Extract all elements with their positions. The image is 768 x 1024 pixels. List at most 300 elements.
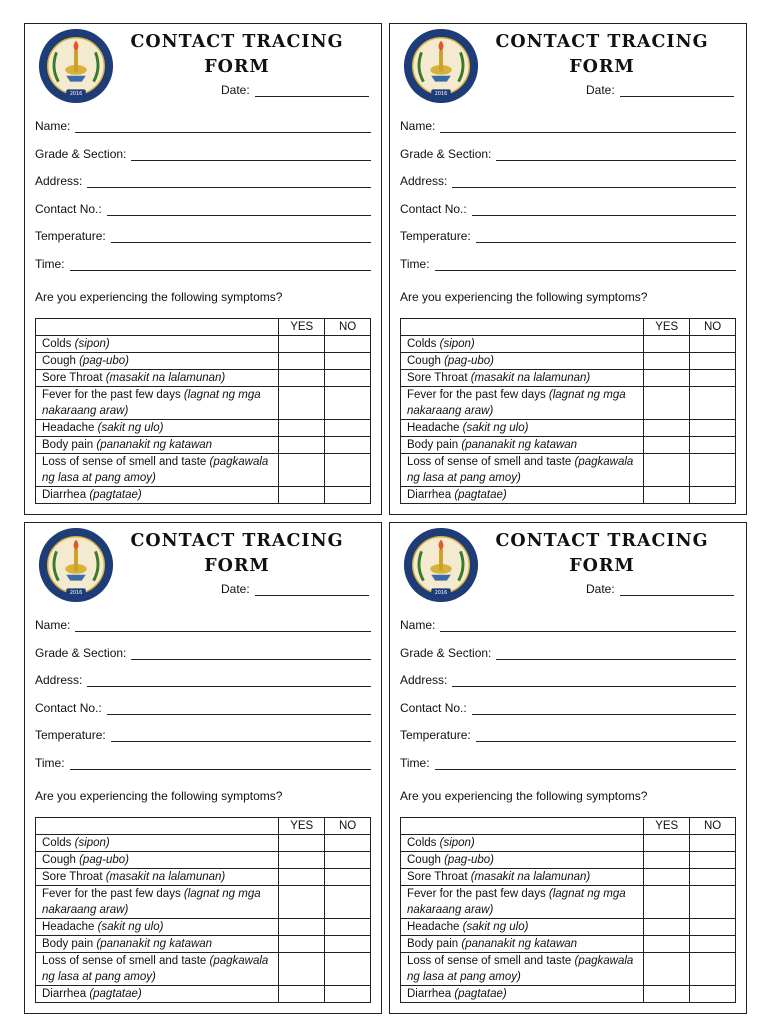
yes-checkbox-cell[interactable] (279, 835, 325, 852)
field-label: Time: (35, 756, 65, 770)
no-checkbox-cell[interactable] (690, 420, 736, 437)
date-input-line[interactable] (620, 86, 734, 97)
symptom-label (401, 353, 644, 370)
symptom-tagalog: (pag-ubo) (444, 355, 494, 367)
symptom-tagalog: (pananakit ng katawan (461, 938, 578, 950)
svg-text:2016: 2016 (69, 91, 83, 98)
no-checkbox-cell[interactable] (690, 835, 736, 852)
form-title: CONTACT TRACING FORM (495, 32, 709, 77)
date-label: Date: (221, 582, 250, 596)
no-header: NO (690, 319, 736, 336)
field-row[interactable] (400, 726, 736, 742)
field-input-line[interactable] (452, 177, 736, 188)
symptoms-table (400, 817, 736, 1003)
no-checkbox-cell[interactable] (325, 986, 371, 1003)
symptom-tagalog: (sakit ng ulo) (462, 422, 529, 434)
field-row[interactable] (35, 145, 371, 161)
field-label: Address: (400, 174, 448, 188)
yes-checkbox-cell[interactable] (644, 437, 690, 454)
no-checkbox-cell[interactable] (325, 370, 371, 387)
no-checkbox-cell[interactable] (325, 835, 371, 852)
symptoms-question: Are you experiencing the following symptoms? (400, 789, 648, 803)
field-label: Temperature: (400, 728, 471, 742)
yes-checkbox-cell[interactable] (644, 487, 690, 504)
symptom-row (36, 886, 371, 919)
yes-header: YES (644, 818, 690, 835)
symptom-tagalog: (pagtatae) (89, 489, 142, 501)
no-checkbox-cell[interactable] (325, 936, 371, 953)
symptom-english: Diarrhea (42, 988, 90, 1000)
symptom-row (36, 336, 371, 353)
symptom-label (401, 420, 644, 437)
symptom-english: Sore Throat (407, 372, 471, 384)
symptom-english: Sore Throat (42, 871, 106, 883)
school-seal-logo (402, 526, 480, 604)
symptom-tagalog: (pag-ubo) (79, 854, 129, 866)
symptom-tagalog: (pananakit ng katawan (96, 938, 213, 950)
date-label: Date: (221, 83, 250, 97)
field-row[interactable] (400, 200, 736, 216)
symptom-tagalog: (lagnat ng mga nakaraang araw) (42, 389, 261, 417)
field-row[interactable] (35, 726, 371, 742)
symptom-english: Body pain (42, 938, 97, 950)
symptom-label (401, 835, 644, 852)
symptom-label (401, 370, 644, 387)
no-header: NO (325, 319, 371, 336)
date-label: Date: (586, 83, 615, 97)
symptom-english: Loss of sense of smell and taste (407, 955, 575, 967)
symptom-english: Headache (42, 921, 98, 933)
field-input-line[interactable] (131, 150, 371, 161)
symptom-row (36, 953, 371, 986)
yes-checkbox-cell[interactable] (644, 336, 690, 353)
symptoms-question: Are you experiencing the following symptoms? (35, 290, 283, 304)
yes-checkbox-cell[interactable] (644, 919, 690, 936)
yes-checkbox-cell[interactable] (279, 986, 325, 1003)
yes-checkbox-cell[interactable] (644, 353, 690, 370)
symptom-english: Diarrhea (407, 988, 455, 1000)
symptom-label (36, 852, 279, 869)
symptom-tagalog: (pagkawala ng lasa at pang amoy) (407, 456, 634, 484)
yes-checkbox-cell[interactable] (644, 387, 690, 420)
yes-checkbox-cell[interactable] (279, 953, 325, 986)
yes-checkbox-cell[interactable] (644, 852, 690, 869)
symptom-row (36, 370, 371, 387)
symptom-label (36, 886, 279, 919)
no-checkbox-cell[interactable] (325, 454, 371, 487)
symptom-tagalog: (sakit ng ulo) (97, 422, 164, 434)
symptom-english: Sore Throat (407, 871, 471, 883)
field-row[interactable] (400, 616, 736, 632)
no-header: NO (325, 818, 371, 835)
symptom-row (401, 336, 736, 353)
field-label: Contact No.: (400, 202, 467, 216)
form-bottom-left (24, 522, 382, 1014)
no-checkbox-cell[interactable] (690, 454, 736, 487)
yes-checkbox-cell[interactable] (644, 869, 690, 886)
yes-header: YES (644, 319, 690, 336)
symptom-row (36, 936, 371, 953)
field-input-line[interactable] (87, 676, 371, 687)
field-label: Temperature: (35, 229, 106, 243)
symptom-tagalog: (sakit ng ulo) (97, 921, 164, 933)
symptom-tagalog: (lagnat ng mga nakaraang araw) (407, 389, 626, 417)
symptom-english: Fever for the past few days (42, 888, 184, 900)
field-input-line[interactable] (496, 150, 736, 161)
symptom-label (36, 387, 279, 420)
symptom-tagalog: (pagkawala ng lasa at pang amoy) (42, 955, 269, 983)
symptom-tagalog: (pag-ubo) (444, 854, 494, 866)
field-row[interactable] (400, 671, 736, 687)
symptom-tagalog: (pagtatae) (89, 988, 142, 1000)
field-input-line[interactable] (70, 260, 371, 271)
no-checkbox-cell[interactable] (325, 420, 371, 437)
yes-checkbox-cell[interactable] (644, 370, 690, 387)
symptom-row (401, 852, 736, 869)
field-row[interactable] (400, 227, 736, 243)
no-checkbox-cell[interactable] (690, 886, 736, 919)
field-input-line[interactable] (452, 676, 736, 687)
field-input-line[interactable] (476, 731, 736, 742)
field-label: Grade & Section: (400, 147, 492, 161)
symptom-english: Loss of sense of smell and taste (42, 955, 210, 967)
field-row[interactable] (35, 699, 371, 715)
symptom-label (401, 454, 644, 487)
symptom-english: Body pain (407, 938, 462, 950)
symptom-tagalog: (sipon) (439, 837, 475, 849)
symptom-tagalog: (pagkawala ng lasa at pang amoy) (42, 456, 269, 484)
field-input-line[interactable] (107, 704, 371, 715)
symptom-tagalog: (pagkawala ng lasa at pang amoy) (407, 955, 634, 983)
no-checkbox-cell[interactable] (325, 336, 371, 353)
symptoms-table (35, 817, 371, 1003)
no-checkbox-cell[interactable] (690, 919, 736, 936)
symptom-row (401, 420, 736, 437)
field-row[interactable] (35, 644, 371, 660)
symptom-english: Colds (407, 837, 440, 849)
field-row[interactable] (400, 644, 736, 660)
no-checkbox-cell[interactable] (690, 953, 736, 986)
symptom-label (401, 869, 644, 886)
yes-checkbox-cell[interactable] (279, 387, 325, 420)
symptom-label (401, 936, 644, 953)
symptom-tagalog: (pananakit ng katawan (96, 439, 213, 451)
date-input-line[interactable] (255, 86, 369, 97)
symptom-tagalog: (masakit na lalamunan) (105, 871, 226, 883)
symptom-english: Diarrhea (407, 489, 455, 501)
no-checkbox-cell[interactable] (690, 852, 736, 869)
date-input-line[interactable] (620, 585, 734, 596)
symptoms-question: Are you experiencing the following symptoms? (35, 789, 283, 803)
field-label: Contact No.: (35, 701, 102, 715)
symptom-english: Body pain (407, 439, 462, 451)
symptom-tagalog: (sipon) (74, 338, 110, 350)
symptom-tagalog: (pag-ubo) (79, 355, 129, 367)
symptom-row (36, 353, 371, 370)
symptom-row (401, 454, 736, 487)
symptom-row (36, 852, 371, 869)
symptom-tagalog: (pagtatae) (454, 988, 507, 1000)
symptom-english: Body pain (42, 439, 97, 451)
symptom-label (36, 487, 279, 504)
symptom-label (401, 437, 644, 454)
yes-checkbox-cell[interactable] (279, 336, 325, 353)
yes-checkbox-cell[interactable] (279, 919, 325, 936)
yes-checkbox-cell[interactable] (279, 936, 325, 953)
symptom-english: Cough (42, 854, 80, 866)
symptom-row (401, 835, 736, 852)
field-label: Name: (400, 119, 436, 133)
symptoms-table (35, 318, 371, 504)
symptoms-table (400, 318, 736, 504)
field-label: Contact No.: (35, 202, 102, 216)
field-input-line[interactable] (496, 649, 736, 660)
date-field[interactable] (221, 582, 369, 596)
yes-checkbox-cell[interactable] (279, 886, 325, 919)
no-checkbox-cell[interactable] (690, 370, 736, 387)
symptom-english: Fever for the past few days (42, 389, 184, 401)
symptom-row (36, 986, 371, 1003)
symptom-row (36, 487, 371, 504)
symptom-label (401, 886, 644, 919)
field-input-line[interactable] (111, 731, 371, 742)
symptom-label (36, 835, 279, 852)
yes-checkbox-cell[interactable] (279, 869, 325, 886)
symptoms-question: Are you experiencing the following symptoms? (400, 290, 648, 304)
no-checkbox-cell[interactable] (690, 437, 736, 454)
symptom-tagalog: (masakit na lalamunan) (105, 372, 226, 384)
field-row[interactable] (400, 754, 736, 770)
field-input-line[interactable] (107, 205, 371, 216)
no-checkbox-cell[interactable] (690, 986, 736, 1003)
field-label: Contact No.: (400, 701, 467, 715)
no-checkbox-cell[interactable] (325, 852, 371, 869)
yes-checkbox-cell[interactable] (644, 420, 690, 437)
symptom-row (401, 353, 736, 370)
field-label: Grade & Section: (400, 646, 492, 660)
symptom-label (36, 919, 279, 936)
yes-checkbox-cell[interactable] (279, 353, 325, 370)
yes-checkbox-cell[interactable] (644, 835, 690, 852)
form-bottom-right (389, 522, 747, 1014)
symptom-row (36, 437, 371, 454)
symptom-row (36, 420, 371, 437)
symptom-label (401, 387, 644, 420)
no-checkbox-cell[interactable] (325, 487, 371, 504)
no-checkbox-cell[interactable] (325, 886, 371, 919)
field-input-line[interactable] (476, 232, 736, 243)
symptom-english: Colds (42, 837, 75, 849)
no-checkbox-cell[interactable] (325, 953, 371, 986)
symptom-english: Sore Throat (42, 372, 106, 384)
symptom-tagalog: (sipon) (74, 837, 110, 849)
symptom-label (36, 953, 279, 986)
symptom-row (401, 986, 736, 1003)
symptom-row (401, 387, 736, 420)
symptom-label (401, 487, 644, 504)
no-header: NO (690, 818, 736, 835)
no-checkbox-cell[interactable] (325, 919, 371, 936)
symptom-label (401, 852, 644, 869)
field-input-line[interactable] (70, 759, 371, 770)
field-label: Address: (35, 174, 83, 188)
field-input-line[interactable] (440, 621, 736, 632)
yes-header: YES (279, 319, 325, 336)
field-row[interactable] (400, 255, 736, 271)
field-input-line[interactable] (472, 704, 736, 715)
field-input-line[interactable] (435, 759, 736, 770)
yes-checkbox-cell[interactable] (279, 437, 325, 454)
form-top-left (24, 23, 382, 515)
symptom-english: Cough (407, 355, 445, 367)
form-top-right (389, 23, 747, 515)
form-title: CONTACT TRACING FORM (130, 531, 344, 576)
no-checkbox-cell[interactable] (690, 936, 736, 953)
field-row[interactable] (35, 754, 371, 770)
symptom-label (36, 336, 279, 353)
school-seal-logo (402, 27, 480, 105)
yes-checkbox-cell[interactable] (279, 454, 325, 487)
field-label: Time: (400, 257, 430, 271)
symptom-tagalog: (pananakit ng katawan (461, 439, 578, 451)
field-label: Grade & Section: (35, 646, 127, 660)
symptom-row (401, 869, 736, 886)
symptom-tagalog: (sipon) (439, 338, 475, 350)
symptom-tagalog: (masakit na lalamunan) (470, 871, 591, 883)
field-row[interactable] (35, 255, 371, 271)
symptom-row (401, 886, 736, 919)
symptom-row (36, 387, 371, 420)
symptom-label (36, 353, 279, 370)
symptom-english: Loss of sense of smell and taste (407, 456, 575, 468)
yes-checkbox-cell[interactable] (644, 953, 690, 986)
symptom-row (36, 869, 371, 886)
symptom-english: Colds (42, 338, 75, 350)
symptom-label (401, 986, 644, 1003)
yes-checkbox-cell[interactable] (279, 370, 325, 387)
date-field[interactable] (586, 83, 734, 97)
yes-checkbox-cell[interactable] (279, 420, 325, 437)
field-row[interactable] (35, 671, 371, 687)
field-row[interactable] (35, 200, 371, 216)
no-checkbox-cell[interactable] (325, 353, 371, 370)
field-input-line[interactable] (111, 232, 371, 243)
field-input-line[interactable] (75, 621, 371, 632)
svg-text:2016: 2016 (69, 590, 83, 597)
field-row[interactable] (35, 172, 371, 188)
field-row[interactable] (35, 227, 371, 243)
field-label: Grade & Section: (35, 147, 127, 161)
symptom-label (401, 919, 644, 936)
symptom-row (401, 936, 736, 953)
field-row[interactable] (400, 172, 736, 188)
field-input-line[interactable] (131, 649, 371, 660)
symptom-row (36, 835, 371, 852)
symptom-english: Fever for the past few days (407, 389, 549, 401)
school-seal-logo (37, 27, 115, 105)
symptom-row (401, 370, 736, 387)
symptom-label (401, 336, 644, 353)
yes-checkbox-cell[interactable] (644, 454, 690, 487)
symptom-label (36, 869, 279, 886)
date-field[interactable] (586, 582, 734, 596)
no-checkbox-cell[interactable] (690, 353, 736, 370)
field-input-line[interactable] (87, 177, 371, 188)
symptom-row (36, 454, 371, 487)
field-input-line[interactable] (440, 122, 736, 133)
field-row[interactable] (400, 699, 736, 715)
field-row[interactable] (35, 117, 371, 133)
yes-checkbox-cell[interactable] (279, 852, 325, 869)
no-checkbox-cell[interactable] (325, 869, 371, 886)
svg-text:2016: 2016 (434, 590, 448, 597)
field-input-line[interactable] (435, 260, 736, 271)
symptom-row (401, 487, 736, 504)
no-checkbox-cell[interactable] (690, 487, 736, 504)
symptom-tagalog: (lagnat ng mga nakaraang araw) (42, 888, 261, 916)
field-label: Name: (35, 119, 71, 133)
symptom-english: Cough (407, 854, 445, 866)
no-checkbox-cell[interactable] (325, 387, 371, 420)
field-input-line[interactable] (472, 205, 736, 216)
svg-text:2016: 2016 (434, 91, 448, 98)
symptom-tagalog: (masakit na lalamunan) (470, 372, 591, 384)
no-checkbox-cell[interactable] (690, 387, 736, 420)
date-label: Date: (586, 582, 615, 596)
field-label: Address: (35, 673, 83, 687)
yes-header: YES (279, 818, 325, 835)
symptom-row (36, 919, 371, 936)
form-title: CONTACT TRACING FORM (495, 531, 709, 576)
symptom-label (36, 437, 279, 454)
symptom-english: Loss of sense of smell and taste (42, 456, 210, 468)
symptom-english: Headache (407, 422, 463, 434)
symptom-english: Headache (42, 422, 98, 434)
symptom-label (36, 936, 279, 953)
date-field[interactable] (221, 83, 369, 97)
symptom-english: Diarrhea (42, 489, 90, 501)
yes-checkbox-cell[interactable] (279, 487, 325, 504)
symptom-tagalog: (pagtatae) (454, 489, 507, 501)
no-checkbox-cell[interactable] (690, 869, 736, 886)
date-input-line[interactable] (255, 585, 369, 596)
yes-checkbox-cell[interactable] (644, 936, 690, 953)
symptom-label (401, 953, 644, 986)
yes-checkbox-cell[interactable] (644, 986, 690, 1003)
field-input-line[interactable] (75, 122, 371, 133)
field-label: Name: (35, 618, 71, 632)
field-label: Temperature: (35, 728, 106, 742)
field-label: Address: (400, 673, 448, 687)
field-row[interactable] (400, 145, 736, 161)
symptom-row (401, 919, 736, 936)
field-label: Name: (400, 618, 436, 632)
symptom-row (401, 437, 736, 454)
field-row[interactable] (35, 616, 371, 632)
no-checkbox-cell[interactable] (325, 437, 371, 454)
symptom-label (36, 370, 279, 387)
yes-checkbox-cell[interactable] (644, 886, 690, 919)
symptom-label (36, 986, 279, 1003)
symptom-tagalog: (sakit ng ulo) (462, 921, 529, 933)
field-label: Time: (400, 756, 430, 770)
field-row[interactable] (400, 117, 736, 133)
symptom-label (36, 454, 279, 487)
field-label: Time: (35, 257, 65, 271)
no-checkbox-cell[interactable] (690, 336, 736, 353)
symptom-english: Cough (42, 355, 80, 367)
symptom-english: Fever for the past few days (407, 888, 549, 900)
